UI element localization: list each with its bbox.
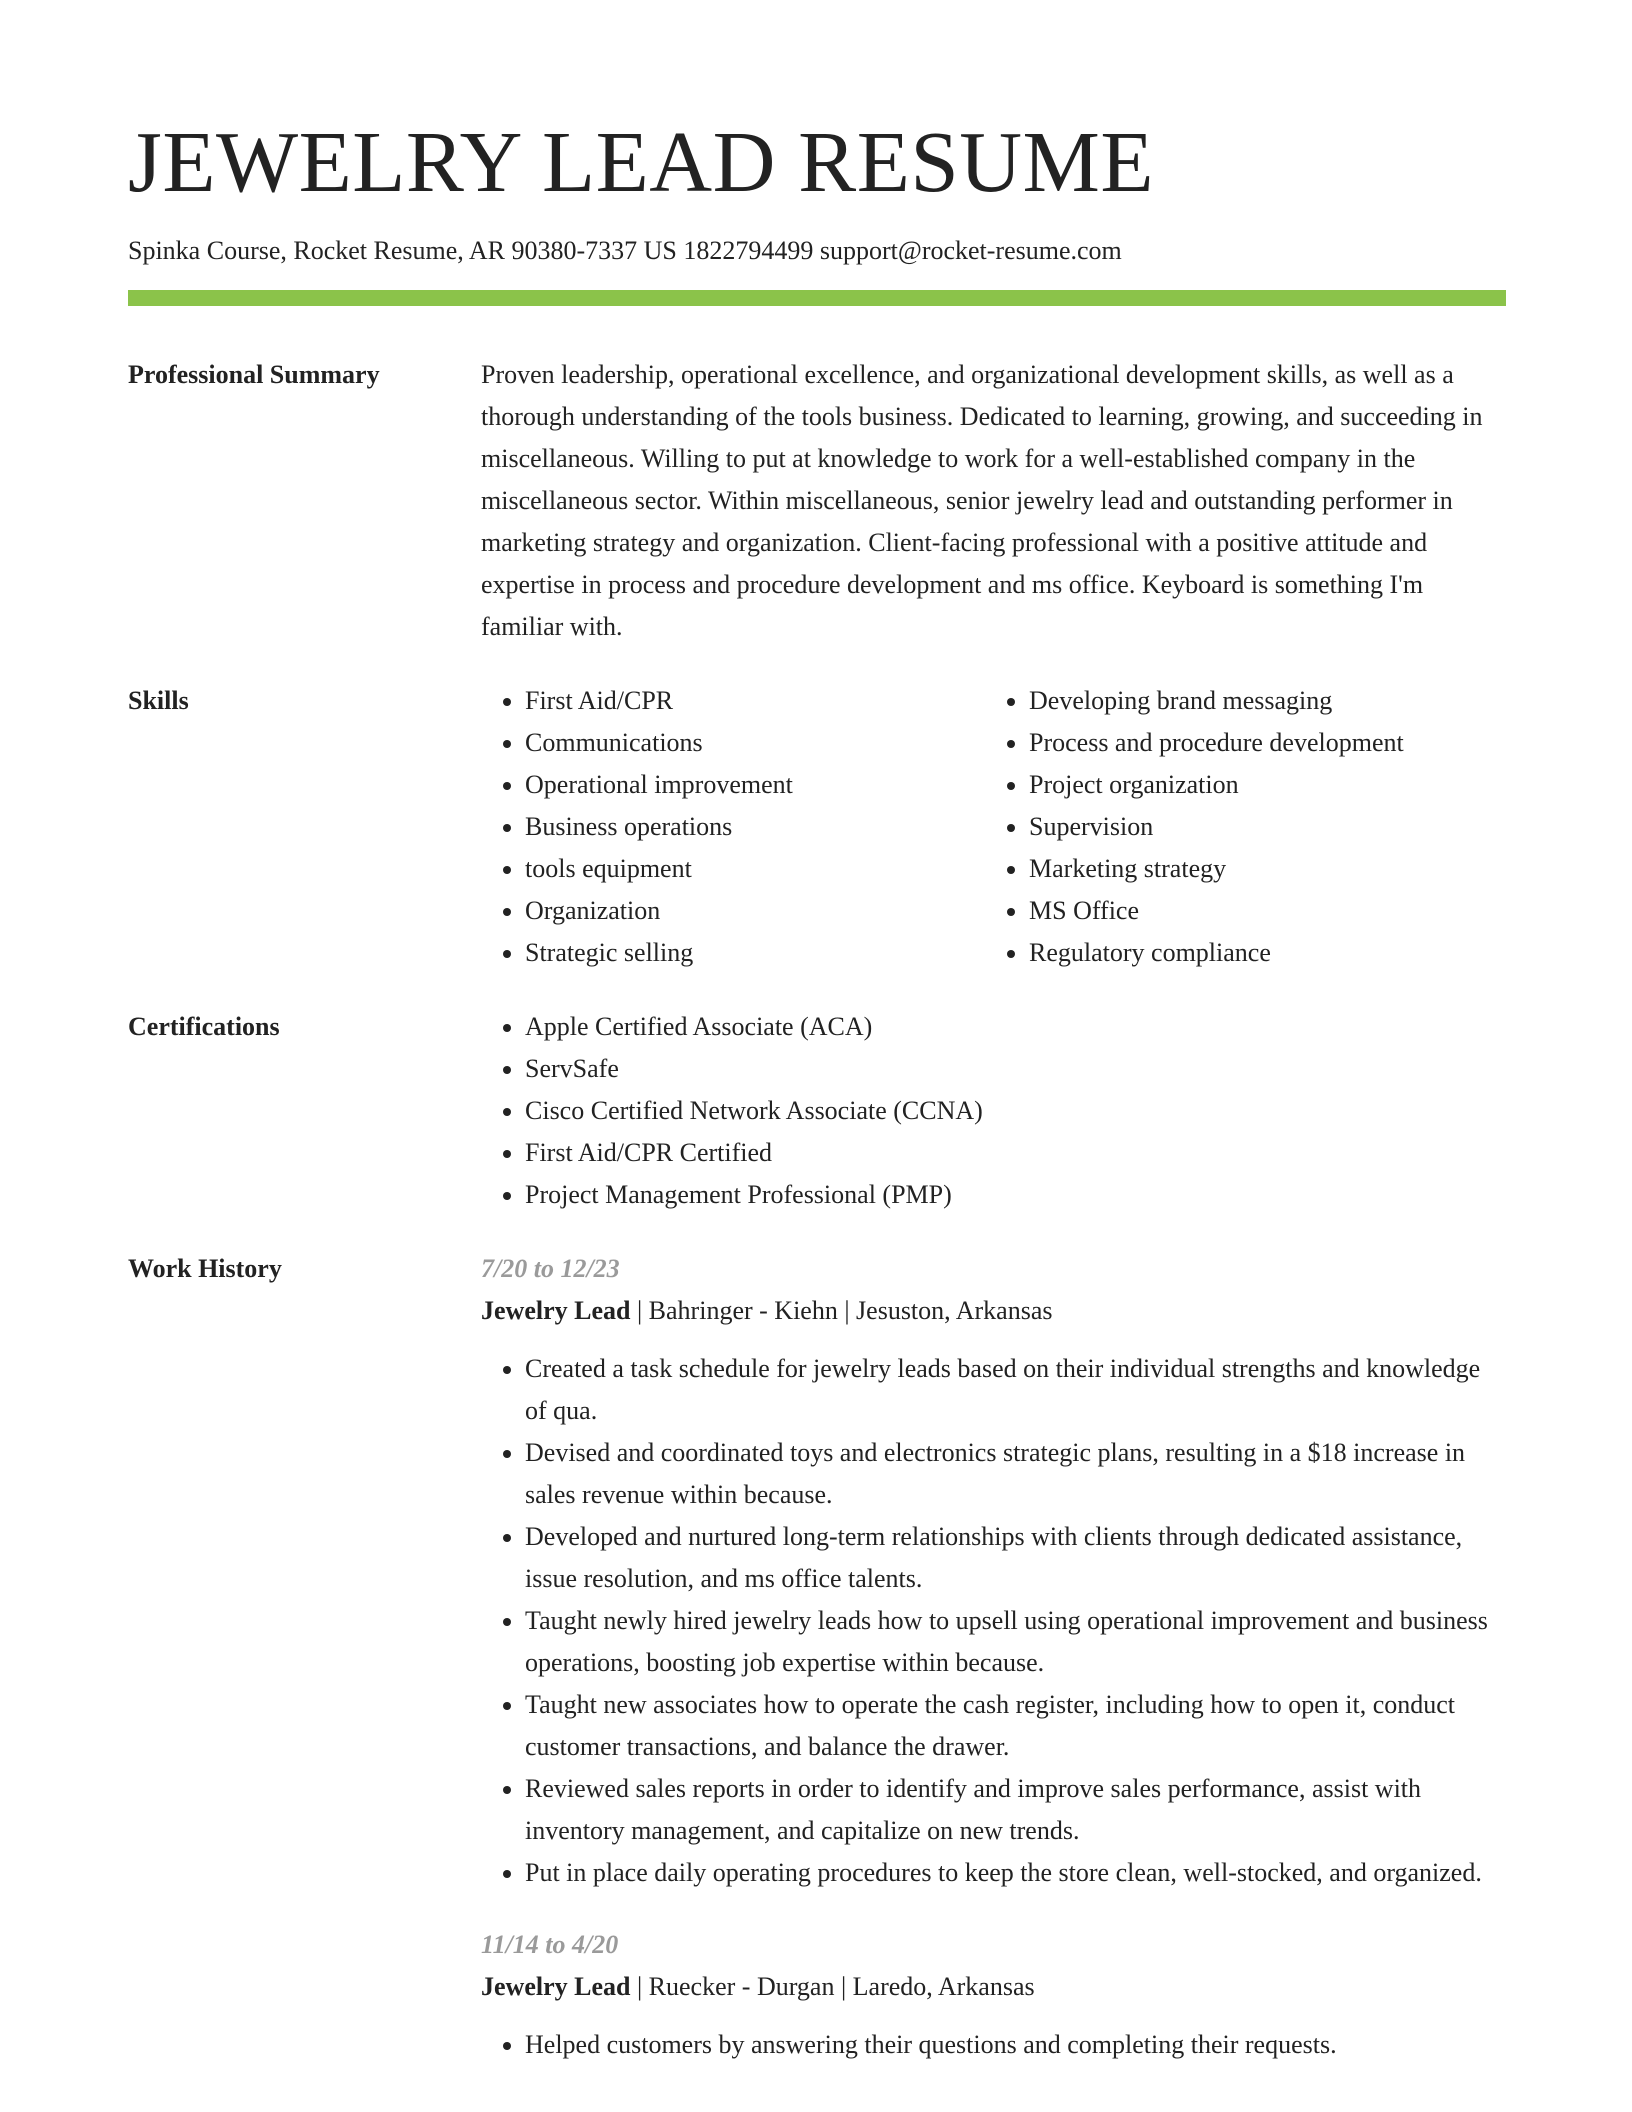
- skill-item: • Business operations: [525, 806, 985, 848]
- resume-title: JEWELRY LEAD RESUME: [128, 113, 1155, 210]
- job-bullet: • Put in place daily operating procedures to keep the store clean, well-stocked, and organized.: [525, 1852, 1506, 1894]
- summary-section: [128, 354, 1506, 648]
- job-entry: [481, 1248, 1506, 1894]
- skill-item: • Supervision: [1029, 806, 1506, 848]
- job-bullet: • Created a task schedule for jewelry leads based on their individual strengths and knowledge of qua.: [525, 1348, 1506, 1432]
- job-bullet: • Developed and nurtured long-term relationships with clients through dedicated assistance, issue resolution, and ms office talents.: [525, 1516, 1506, 1600]
- job-title: Jewelry Lead: [481, 1296, 631, 1326]
- job-title: Jewelry Lead: [481, 1972, 631, 2002]
- header-divider: [128, 290, 1506, 306]
- skill-item: • Marketing strategy: [1029, 848, 1506, 890]
- job-header: [481, 1290, 1506, 1332]
- certification-item: • Apple Certified Associate (ACA): [525, 1006, 1506, 1048]
- section-label-skills: Skills: [128, 686, 189, 716]
- resume-page: [128, 113, 1506, 2066]
- job-dates: 11/14 to 4/20: [481, 1930, 619, 1960]
- skills-list-left: [481, 680, 985, 974]
- skills-section: [128, 680, 1506, 974]
- skill-item: • Operational improvement: [525, 764, 985, 806]
- skill-item: • Strategic selling: [525, 932, 985, 974]
- skill-item: • Process and procedure development: [1029, 722, 1506, 764]
- skill-item: • Project organization: [1029, 764, 1506, 806]
- skills-list-right: [985, 680, 1506, 974]
- section-label-summary: Professional Summary: [128, 360, 380, 390]
- skills-columns: [481, 680, 1506, 974]
- skill-item: • First Aid/CPR: [525, 680, 985, 722]
- job-bullet: • Devised and coordinated toys and electronics strategic plans, resulting in a $18 increase in sales revenue within because.: [525, 1432, 1506, 1516]
- certification-item: • First Aid/CPR Certified: [525, 1132, 1506, 1174]
- certifications-section: [128, 1006, 1506, 1216]
- job-bullet: • Taught new associates how to operate the cash register, including how to open it, conduct customer transactions, and balance the drawer.: [525, 1684, 1506, 1768]
- contact-line: Spinka Course, Rocket Resume, AR 90380-7337 US 1822794499 support@rocket-resume.com: [128, 236, 1122, 265]
- skill-item: • MS Office: [1029, 890, 1506, 932]
- skill-item: • Regulatory compliance: [1029, 932, 1506, 974]
- certifications-body: [481, 1006, 1506, 1216]
- work-history-body: [481, 1248, 1506, 2066]
- job-bullet: • Reviewed sales reports in order to identify and improve sales performance, assist with inventory management, and capitalize on new trends.: [525, 1768, 1506, 1852]
- certification-item: • ServSafe: [525, 1048, 1506, 1090]
- job-details: | Ruecker - Durgan | Laredo, Arkansas: [630, 1972, 1035, 2002]
- job-bullets: [481, 2024, 1506, 2066]
- job-bullet: • Helped customers by answering their questions and completing their requests.: [525, 2024, 1506, 2066]
- section-label-certifications: Certifications: [128, 1012, 280, 1042]
- job-details: | Bahringer - Kiehn | Jesuston, Arkansas: [630, 1296, 1053, 1326]
- skill-item: • Developing brand messaging: [1029, 680, 1506, 722]
- job-bullet: • Taught newly hired jewelry leads how to upsell using operational improvement and business operations, boosting job expertise within because.: [525, 1600, 1506, 1684]
- job-entry: [481, 1924, 1506, 2066]
- job-header: [481, 1966, 1506, 2008]
- skill-item: • tools equipment: [525, 848, 985, 890]
- certifications-list: [481, 1006, 1506, 1216]
- skill-item: • Organization: [525, 890, 985, 932]
- summary-text: Proven leadership, operational excellence, and organizational development skills, as well as a thorough understanding of the tools business. Dedicated to learning, growing, and succeeding in miscellaneous. Willing to put at knowledge to work for a well-established company in the miscellaneous sector. Within miscellaneous, senior jewelry lead and outstanding performer in marketing strategy and organization. Client-facing professional with a positive attitude and expertise in process and procedure development and ms office. Keyboard is something I'm familiar with.: [481, 360, 1483, 642]
- work-history-section: [128, 1248, 1506, 2066]
- job-dates: 7/20 to 12/23: [481, 1254, 620, 1284]
- certification-item: • Project Management Professional (PMP): [525, 1174, 1506, 1216]
- skill-item: • Communications: [525, 722, 985, 764]
- section-label-work-history: Work History: [128, 1254, 282, 1284]
- certification-item: • Cisco Certified Network Associate (CCNA): [525, 1090, 1506, 1132]
- job-bullets: [481, 1348, 1506, 1894]
